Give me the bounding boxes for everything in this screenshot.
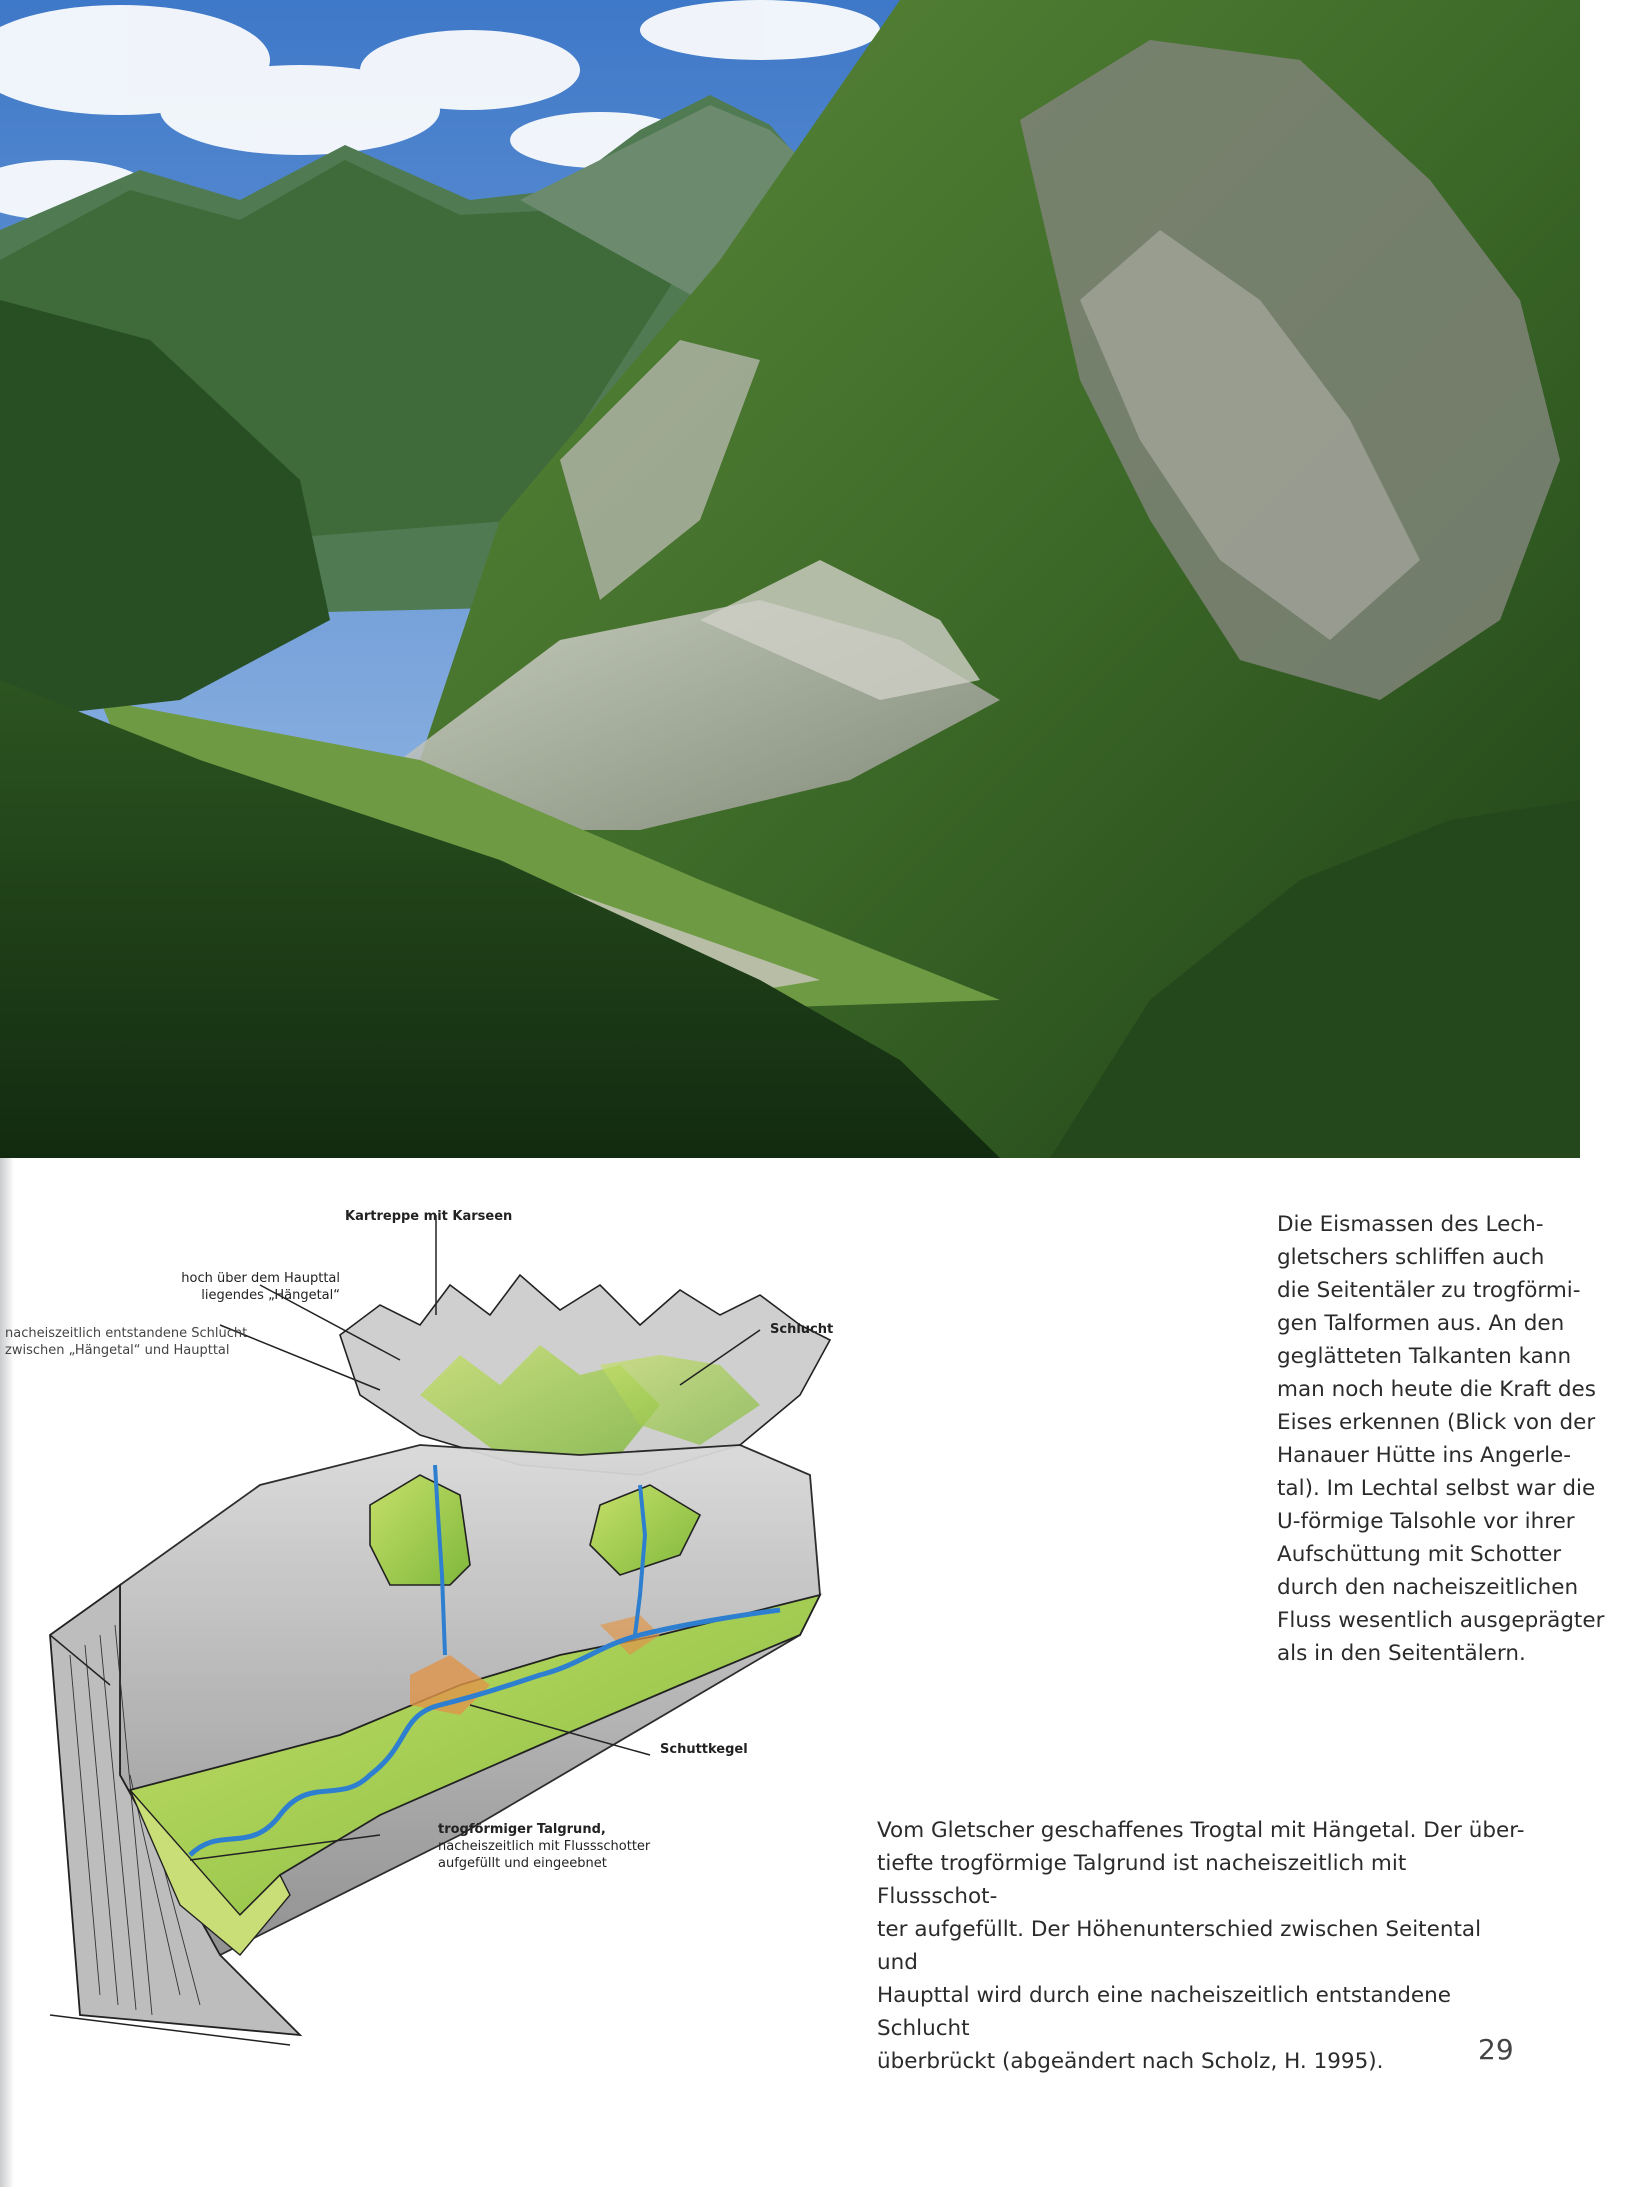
label-talgrund <box>438 1821 698 1872</box>
label-schlucht-line1: nacheiszeitlich entstandene Schlucht <box>5 1326 248 1341</box>
label-talgrund-line3: aufgefüllt und eingeebnet <box>438 1856 607 1871</box>
caption-bottom: Vom Gletscher geschaffenes Trogtal mit Hängetal. Der über- tiefte trogförmige Talgrund ist nacheiszeitlich mit Flussschot- ter aufgefüllt. Der Höhenunterschied zwischen Seitental und Haupttal wird durch eine nacheiszeitlich entstandene Schlucht überbrückt (abgeändert nach Scholz, H. 1995). <box>877 1818 1525 2074</box>
label-haengetal-line2: liegendes „Hängetal“ <box>201 1288 340 1303</box>
label-schuttkegel: Schuttkegel <box>660 1742 748 1757</box>
label-talgrund-line2: nacheiszeitlich mit Flussschotter <box>438 1839 651 1854</box>
label-haengetal <box>140 1270 340 1304</box>
label-schlucht-right: Schlucht <box>770 1322 834 1337</box>
caption-right: Die Eismassen des Lech- gletschers schliffen auch die Seitentäler zu trogförmi- gen Talformen aus. An den geglätteten Talkanten kann man noch heute die Kraft des Eises erkennen (Blick von der Hanauer Hütte ins Angerle- tal). Im Lechtal selbst war die U-förmige Talsohle vor ihrer Aufschüttung mit Schotter durch den nacheiszeitlichen Fluss wesentlich ausgeprägter als in den Seitentälern. <box>1277 1212 1605 1666</box>
label-schlucht <box>5 1325 305 1359</box>
label-haengetal-line1: hoch über dem Haupttal <box>181 1271 340 1286</box>
label-talgrund-line1: trogförmiger Talgrund, <box>438 1822 606 1837</box>
label-kartreppe: Kartreppe mit Karseen <box>345 1209 513 1224</box>
label-schlucht-line2: zwischen „Hängetal“ und Haupttal <box>5 1343 230 1358</box>
page-number: 29 <box>1478 2033 1514 2066</box>
